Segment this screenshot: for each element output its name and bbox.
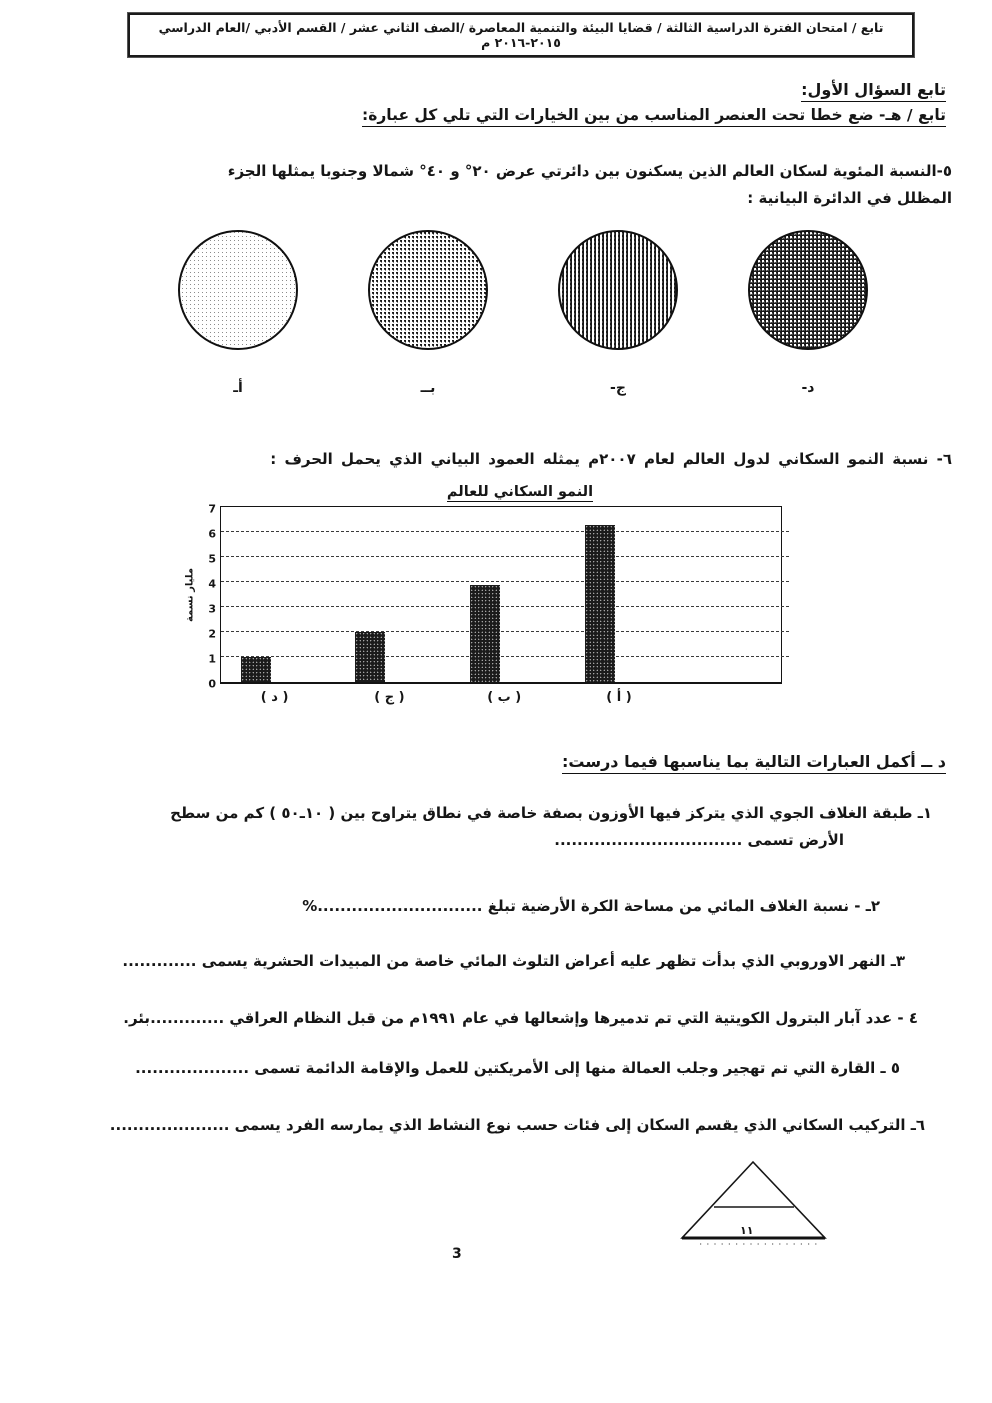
fill-question-5-text: ٥ ـ القارة التي تم تهجير وجلب العمالة منها إلى الأمريكتين للعمل والإقامة الدائمة تسمى .................... (135, 1059, 900, 1077)
gridline (221, 581, 789, 582)
section-instruction (362, 106, 946, 127)
bar (585, 525, 615, 683)
pie-options-row (178, 230, 868, 396)
y-tick-label: 6 (208, 527, 216, 541)
y-tick-label: 3 (208, 602, 216, 616)
y-tick-label: 0 (208, 677, 216, 691)
fill-question-1-line2: الأرض تسمى ................................. (554, 831, 844, 849)
gridline (221, 631, 789, 632)
fill-question-5 (135, 1055, 900, 1082)
question-6-text: ٦- نسبة النمو السكاني لدول العالم لعام ٢٠٠٧م يمثله العمود البياني الذي يحمل الحرف : (270, 450, 952, 468)
y-tick-label: 4 (208, 577, 216, 591)
gridline (221, 606, 789, 607)
question-5 (122, 158, 952, 212)
pie-chart (748, 230, 868, 350)
bar-chart-title-text: النمو السكاني للعالم (446, 484, 594, 500)
fill-question-3 (122, 948, 905, 975)
exam-header-text: تابع / امتحان الفترة الدراسية الثالثة / قضايا البيئة والتنمية المعاصرة /الصف الثاني عشر / القسم الأدبي /العام الدراسي ٢٠١٥-٢٠١٦ م (158, 20, 884, 50)
pyramid-inner-text: ١١ (740, 1224, 754, 1237)
bar (470, 585, 500, 683)
gridline (221, 531, 789, 532)
bar (355, 632, 385, 682)
bar-chart-xlabels (240, 684, 800, 710)
section-instruction-text: تابع / هـ- ضع خطا تحت العنصر المناسب من بين الخيارات التي تلي كل عبارة: (362, 106, 946, 127)
bar-category-label: ( أ ) (606, 690, 632, 705)
pie-option-label: أـ (233, 380, 243, 396)
pie-option-label: ج- (610, 380, 626, 396)
fill-question-2-text: ٢ـ - نسبة الغلاف المائي من مساحة الكرة الأرضية تبلغ .............................% (302, 897, 880, 915)
gridline (221, 556, 789, 557)
page-number: 3 (452, 1246, 462, 1262)
bar-chart-ylabel-text: مليار نسمة (184, 567, 196, 623)
fill-section-heading-text: د ــ أكمل العبارات التالية بما يناسبها فيما درست: (562, 752, 946, 774)
pie-chart (178, 230, 298, 350)
fill-question-1 (52, 800, 932, 854)
pyramid-svg (678, 1158, 830, 1250)
bar-category-label: ( د ) (260, 690, 289, 705)
pie-chart (368, 230, 488, 350)
bar (241, 657, 271, 682)
pie-option (368, 230, 488, 396)
bar-chart (182, 484, 807, 710)
exam-header-box (128, 13, 914, 57)
question-6 (270, 450, 952, 468)
gridline (221, 656, 789, 657)
pyramid-outline (682, 1162, 825, 1238)
bar-chart-title (240, 484, 800, 500)
population-pyramid-figure (678, 1158, 830, 1254)
fill-question-2 (302, 893, 880, 920)
bar-chart-ylabel (182, 506, 198, 684)
bar-category-label: ( ب ) (487, 690, 522, 705)
pie-option (178, 230, 298, 396)
fill-question-4-text: ٤ - عدد آبار البترول الكويتية التي تم تدميرها وإشعالها في عام ١٩٩١م من قبل النظام العراقي .............بئر. (123, 1009, 918, 1027)
pie-option-label: بــ (420, 380, 436, 396)
pie-option-label: د- (801, 380, 815, 396)
fill-question-6-text: ٦ـ التركيب السكاني الذي يقسم السكان إلى فئات حسب نوع النشاط الذي يمارسه الفرد يسمى ..................... (109, 1116, 925, 1134)
section-continue-heading (801, 80, 946, 102)
question-5-line1: ٥-النسبة المئوية لسكان العالم الذين يسكنون بين دائرتي عرض ٢٠° و ٤٠° شمالا وجنوبا يمثلها الجزء (227, 162, 952, 180)
y-tick-label: 7 (208, 502, 216, 516)
pie-option (748, 230, 868, 396)
fill-section-heading (562, 752, 946, 774)
question-5-line2: المظلل في الدائرة البيانية : (747, 189, 952, 207)
pie-option (558, 230, 678, 396)
fill-question-6 (110, 1112, 925, 1139)
section-continue-heading-text: تابع السؤال الأول: (801, 80, 946, 102)
y-tick-label: 5 (208, 552, 216, 566)
bar-plot (220, 506, 782, 684)
fill-question-4 (123, 1005, 918, 1032)
bar-category-label: ( ج ) (374, 690, 405, 705)
fill-question-1-line1: ١ـ طبقة الغلاف الجوي الذي يتركز فيها الأوزون بصفة خاصة في نطاق يتراوح بين ( ١٠ـ٥٠ ) كم من سطح (170, 804, 932, 822)
y-tick-label: 2 (208, 627, 216, 641)
y-tick-label: 1 (208, 652, 216, 666)
pie-chart (558, 230, 678, 350)
bar-chart-yticks (198, 502, 220, 691)
bar-chart-body (182, 502, 807, 691)
fill-question-3-text: ٣ـ النهر الاوروبي الذي بدأت تظهر عليه أعراض التلوث المائي خاصة من المبيدات الحشرية يسمى ............. (122, 952, 905, 970)
